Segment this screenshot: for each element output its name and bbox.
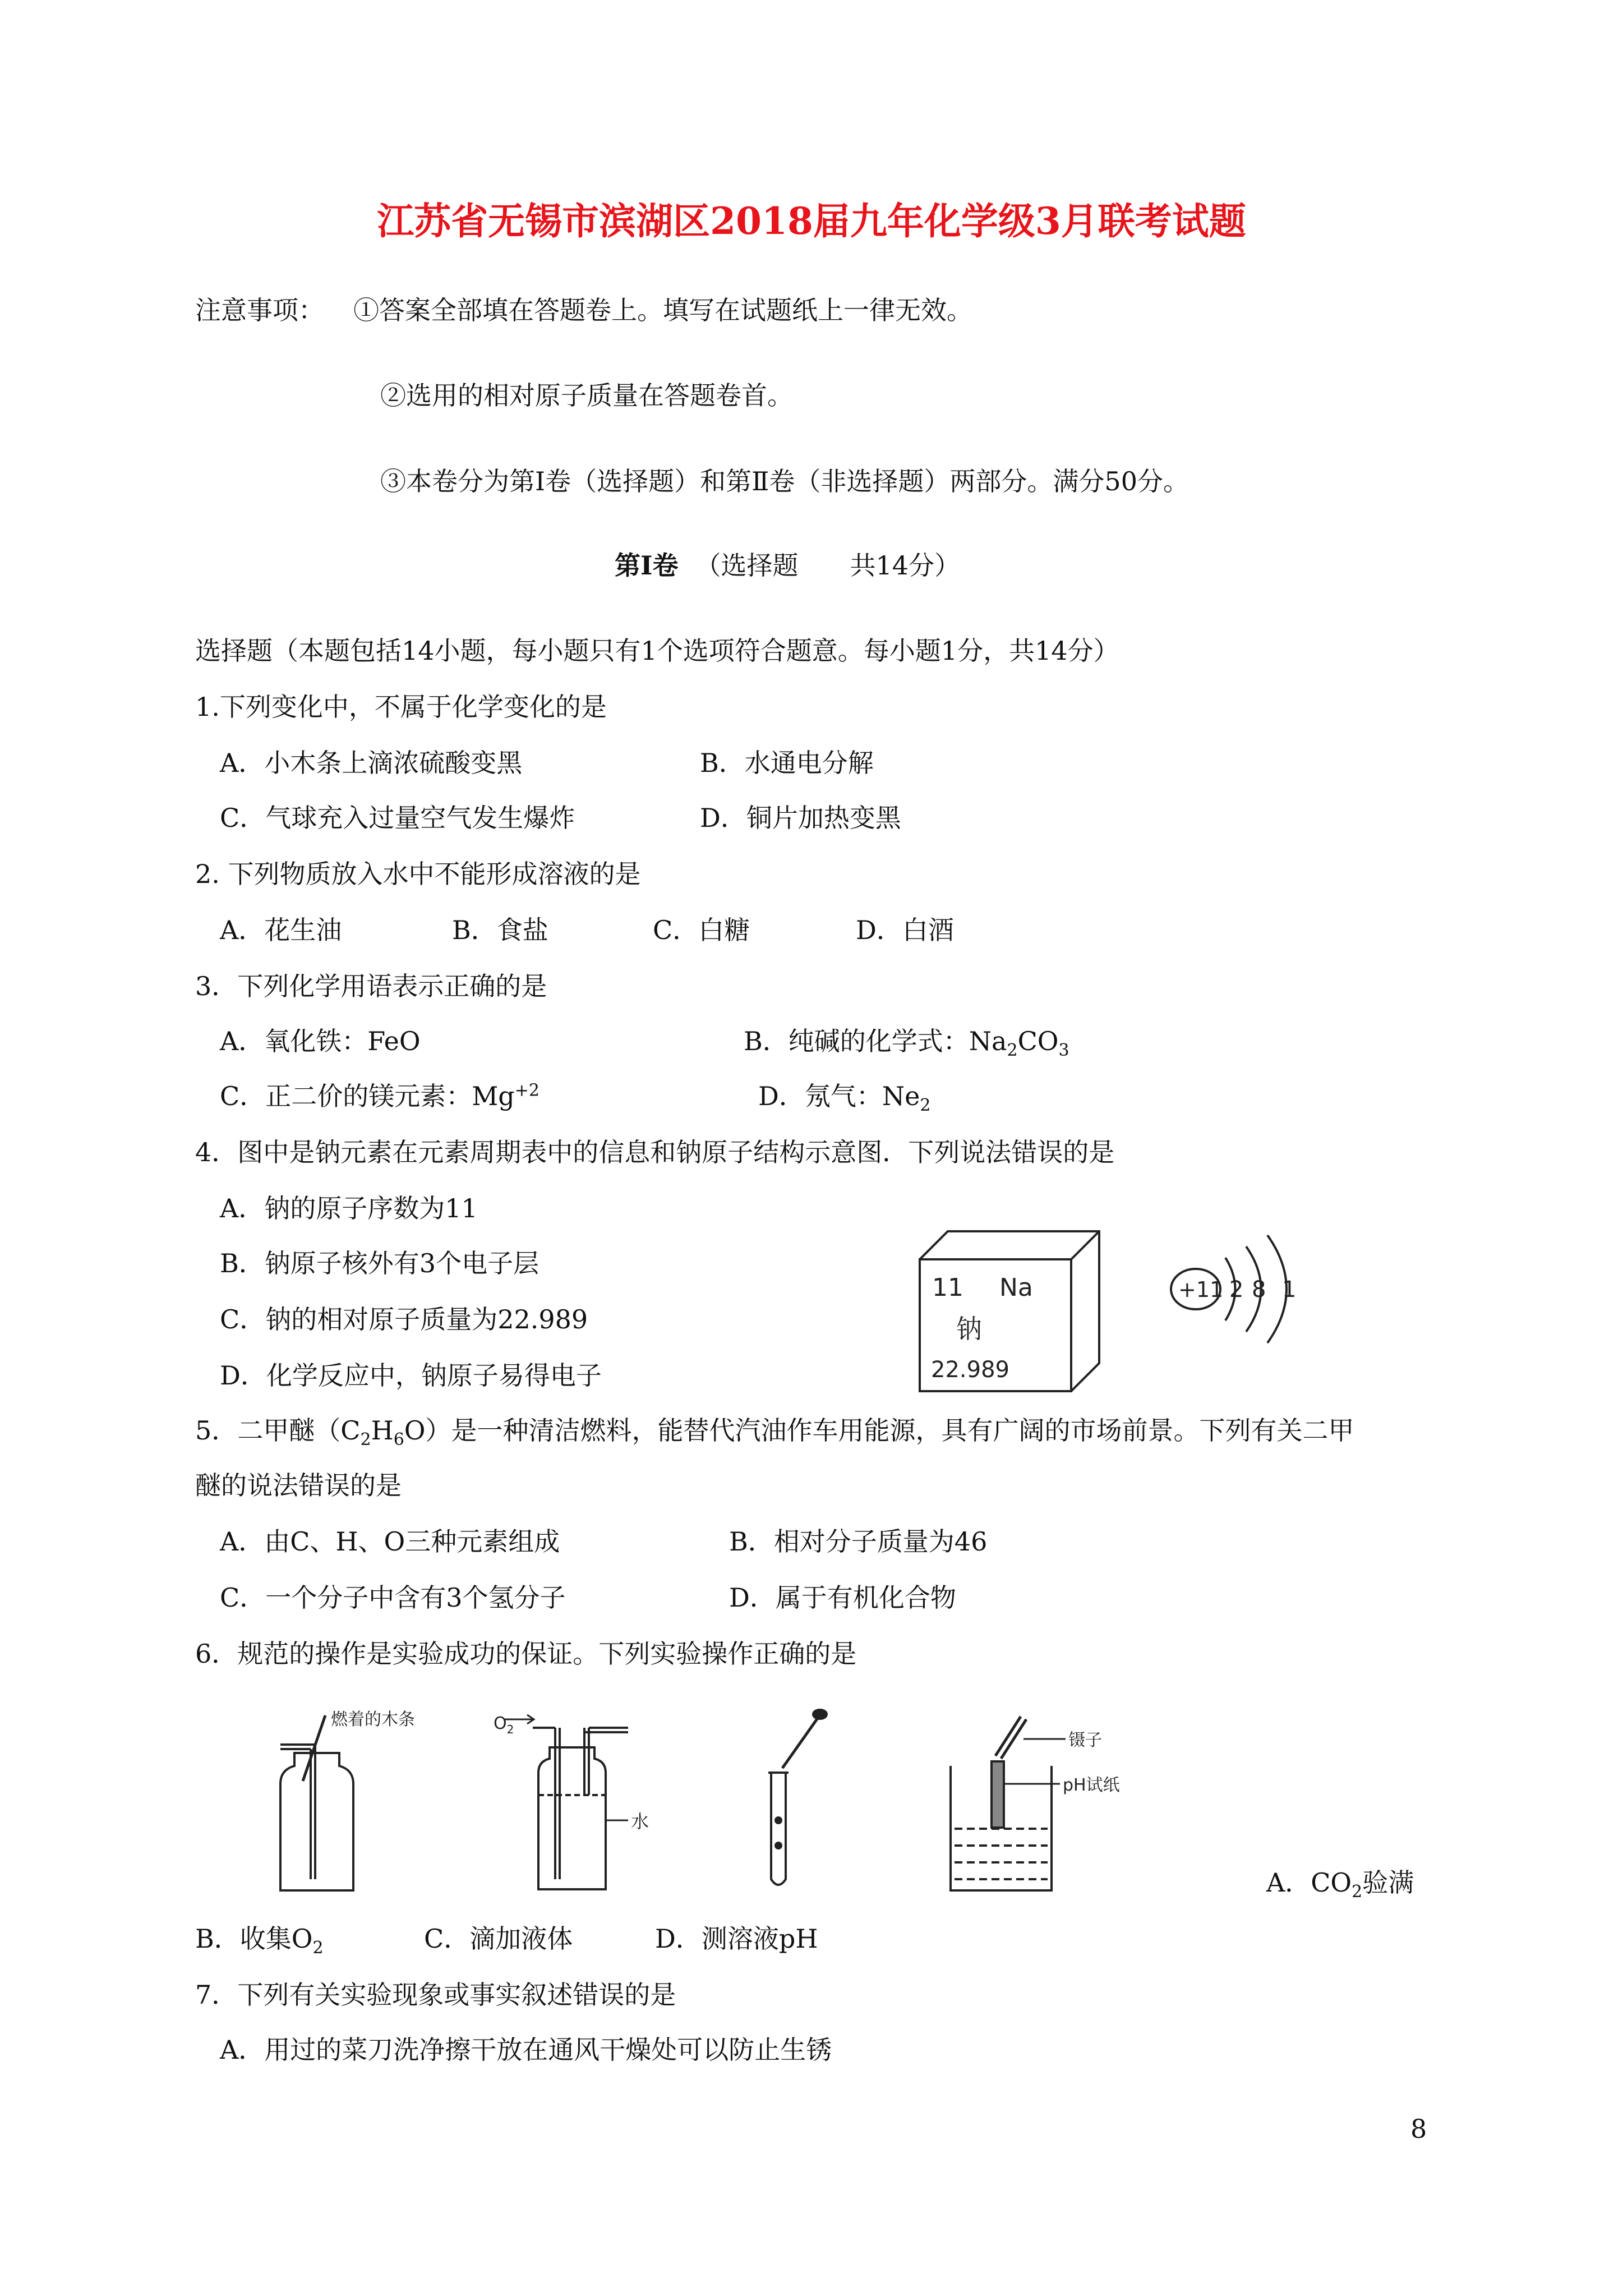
q1-option-c: C．气球充入过量空气发生爆炸 xyxy=(220,803,575,833)
q4-option-c: C．钠的相对原子质量为22.989 xyxy=(220,1304,588,1335)
q3-option-c: C．正二价的镁元素：$Mg^{+2}$ xyxy=(220,1080,540,1111)
ph-test-apparatus xyxy=(951,1717,1066,1890)
q2-option-c: C．白糖 xyxy=(653,915,750,945)
q4-option-a: A．钠的原子序数为11 xyxy=(220,1193,478,1223)
nucleus-charge: +11 xyxy=(1178,1277,1224,1302)
section-name: 第Ⅰ卷 xyxy=(615,550,679,581)
element-symbol: Na xyxy=(999,1273,1033,1302)
q5-option-a: A．由C、H、O三种元素组成 xyxy=(220,1526,560,1557)
q5-option-d: D．属于有机化合物 xyxy=(729,1582,956,1613)
q5-option-b: B．相对分子质量为46 xyxy=(729,1526,988,1557)
element-number: 11 xyxy=(932,1273,963,1302)
label-water: 水 xyxy=(631,1811,649,1832)
note-item-3: ③本卷分为第Ⅰ卷（选择题）和第Ⅱ卷（非选择题）两部分。满分50分。 xyxy=(380,466,1189,496)
page-number: 8 xyxy=(1410,2114,1427,2144)
q4-option-b: B．钠原子核外有3个电子层 xyxy=(220,1248,540,1278)
q7-stem: 7．下列有关实验现象或事实叙述错误的是 xyxy=(195,1980,676,2010)
section-heading xyxy=(615,549,960,582)
note-item-2: ②选用的相对原子质量在答题卷首。 xyxy=(380,380,793,411)
q3-option-d: D．氖气：$Ne_2$ xyxy=(758,1081,931,1116)
q1-stem: 1.下列变化中，不属于化学变化的是 xyxy=(195,692,607,722)
label-burning-stick: 燃着的木条 xyxy=(331,1710,415,1729)
notes-label: 注意事项： xyxy=(195,295,324,325)
q1-option-a: A．小木条上滴浓硫酸变黑 xyxy=(220,748,523,778)
shell-count-1: 2 xyxy=(1229,1277,1244,1303)
o2-collection-apparatus xyxy=(504,1715,628,1889)
instruction: 选择题（本题包括14小题，每小题只有1个选项符合题意。每小题1分，共14分） xyxy=(195,636,1119,666)
q6-figures xyxy=(269,1705,1436,1896)
q4-option-d: D．化学反应中，钠原子易得电子 xyxy=(220,1360,602,1391)
q7-option-a: A．用过的菜刀洗净擦干放在通风干燥处可以防止生锈 xyxy=(220,2035,832,2065)
q5-option-c: C．一个分子中含有3个氢分子 xyxy=(220,1582,566,1613)
q4-stem: 4．图中是钠元素在元素周期表中的信息和钠原子结构示意图．下列说法错误的是 xyxy=(195,1137,1115,1167)
section-subtitle: （选择题 共14分） xyxy=(695,550,961,581)
co2-check-apparatus xyxy=(280,1715,353,1890)
q1-option-d: D．铜片加热变黑 xyxy=(700,803,901,833)
q3-option-a: A．氧化铁：FeO xyxy=(220,1026,421,1056)
element-mass: 22.989 xyxy=(931,1357,1009,1383)
label-ph-paper: pH试纸 xyxy=(1063,1775,1120,1795)
element-name: 钠 xyxy=(956,1314,982,1344)
page-title: 江苏省无锡市滨湖区2018届九年化学级3月联考试题 xyxy=(377,199,1246,243)
q2-option-a: A．花生油 xyxy=(220,915,342,945)
q6-option-b: B．收集$O_2$ xyxy=(195,1924,324,1958)
atom-diagram xyxy=(1171,1235,1296,1343)
sodium-figure xyxy=(903,1206,1329,1397)
q3-option-b: B．纯碱的化学式：$Na_2CO_3$ xyxy=(744,1026,1069,1061)
q6-option-a: A．$CO_2$验满 xyxy=(1266,1867,1414,1902)
q6-stem: 6．规范的操作是实验成功的保证。下列实验操作正确的是 xyxy=(195,1639,857,1669)
q5-stem: 5．二甲醚$(C_2H_6O)$是一种清洁燃料，能替代汽油作车用能源，具有广阔的市场前景。下列有关二甲 xyxy=(195,1415,1354,1450)
q6-option-d: D．测溶液pH xyxy=(655,1924,818,1954)
q2-stem: 2. 下列物质放入水中不能形成溶液的是 xyxy=(195,859,641,889)
shell-count-2: 8 xyxy=(1252,1277,1266,1303)
q5-stem-line2: 醚的说法错误的是 xyxy=(195,1470,402,1501)
label-tweezers: 镊子 xyxy=(1068,1731,1102,1750)
q2-option-b: B．食盐 xyxy=(452,915,548,945)
dropper-apparatus xyxy=(768,1710,827,1885)
q6-option-c: C．滴加液体 xyxy=(424,1924,573,1954)
q1-option-b: B．水通电分解 xyxy=(700,748,874,778)
note-item-1: ①答案全部填在答题卷上。填写在试题纸上一律无效。 xyxy=(353,295,972,325)
q2-option-d: D．白酒 xyxy=(856,915,954,945)
q3-stem: 3．下列化学用语表示正确的是 xyxy=(195,971,547,1001)
label-o2: $O_2$ xyxy=(494,1714,514,1736)
shell-count-3: 1 xyxy=(1282,1277,1297,1303)
